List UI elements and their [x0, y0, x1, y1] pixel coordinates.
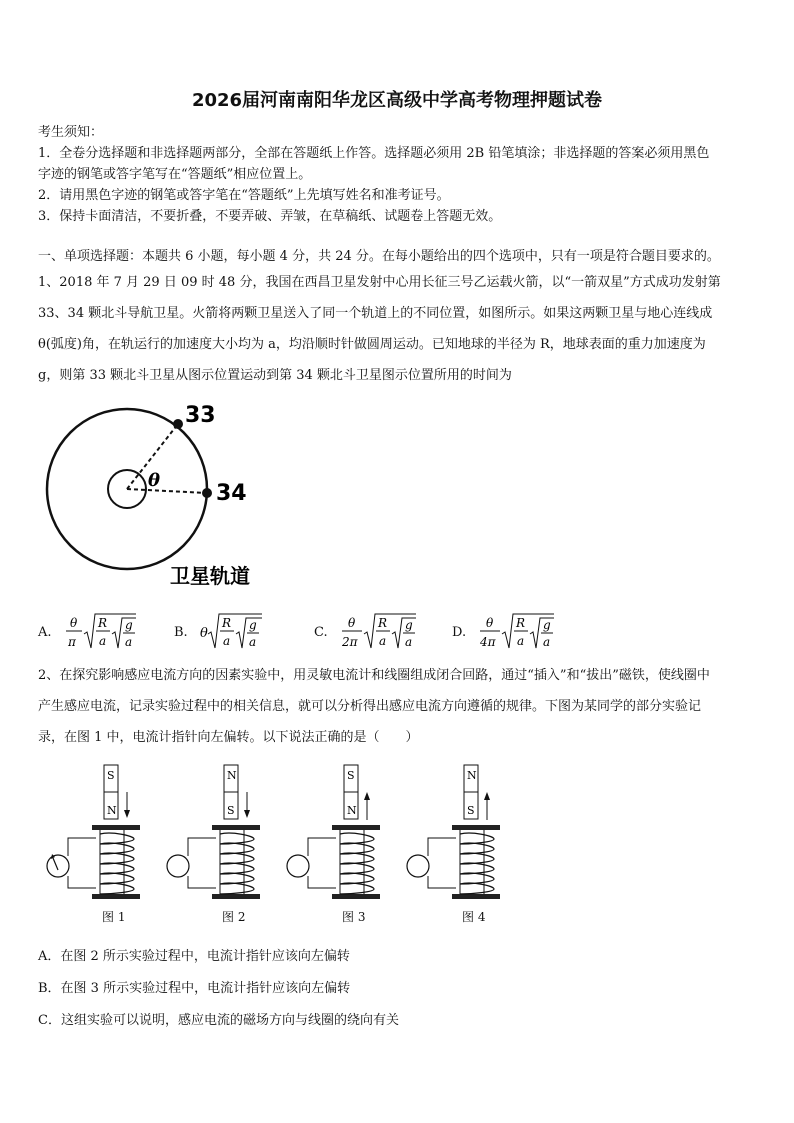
figure-caption: 图 2 [222, 910, 246, 924]
question-text: 录，在图 1 中，电流计指针向左偏转。以下说法正确的是（ ） [38, 730, 419, 745]
svg-text:π: π [68, 635, 76, 649]
magnet-bottom-pole: S [227, 804, 235, 817]
wire-top [308, 838, 336, 856]
magnet-bottom-pole: S [467, 804, 475, 817]
wire-top [428, 838, 456, 856]
option-letter: B. [174, 625, 188, 640]
formula-b [196, 612, 296, 652]
coil-bottom-flange [332, 894, 380, 899]
orbit-diagram [40, 392, 300, 592]
svg-text:g: g [543, 618, 551, 632]
question-text: 1、2018 年 7 月 29 日 09 时 48 分，我国在西昌卫星发射中心用长征三号乙运载火箭，以“一箭双星”方式成功发射第 [38, 275, 721, 290]
formula-c [338, 612, 448, 652]
svg-text:a: a [517, 634, 525, 648]
coil-figure-4 [398, 762, 510, 932]
coil-top-flange [212, 825, 260, 830]
svg-text:g: g [249, 618, 257, 632]
magnet-top-pole: S [107, 769, 115, 782]
option-d[interactable] [452, 612, 592, 652]
svg-text:g: g [405, 618, 413, 632]
wire-bottom [188, 876, 216, 888]
notice-line: 字迹的钢笔或答字笔写在“答题纸”相应位置上。 [38, 167, 312, 182]
label-theta: θ [148, 470, 161, 491]
svg-text:a: a [405, 635, 413, 649]
coil-diagram [398, 762, 510, 932]
coil-top-flange [92, 825, 140, 830]
svg-text:2π: 2π [342, 635, 358, 649]
svg-text:4π: 4π [480, 635, 496, 649]
svg-text:a: a [379, 634, 387, 648]
magnet-bottom-pole: N [347, 804, 357, 817]
motion-arrowhead [124, 810, 130, 818]
svg-text:a: a [125, 635, 133, 649]
coil-diagram [38, 762, 150, 932]
coil-top-flange [332, 825, 380, 830]
notice-line: 2．请用黑色字迹的钢笔或答字笔在“答题纸”上先填写姓名和准考证号。 [38, 188, 450, 203]
satellite-orbit-figure [40, 392, 300, 592]
label-34: 34 [216, 481, 247, 506]
svg-text:R: R [516, 616, 526, 630]
coil-figure-2 [158, 762, 270, 932]
wire-top [68, 838, 96, 856]
coil-figure-1 [38, 762, 150, 932]
motion-arrowhead [364, 792, 370, 800]
question-text: 2、在探究影响感应电流方向的因素实验中，用灵敏电流计和线圈组成闭合回路，通过“插入”和“拔出”磁铁，使线圈中 [38, 668, 710, 683]
svg-text:θ: θ [348, 616, 356, 630]
figure-caption: 图 3 [342, 910, 366, 924]
motion-arrowhead [244, 810, 250, 818]
svg-text:a: a [543, 635, 551, 649]
figure-caption: 卫星轨道 [170, 564, 250, 588]
option-c[interactable] [314, 612, 444, 652]
option-letter: C. [314, 625, 328, 640]
notice-line: 3．保持卡面清洁，不要折叠，不要弄破、弄皱，在草稿纸、试题卷上答题无效。 [38, 209, 502, 224]
svg-text:a: a [99, 634, 107, 648]
magnet-top-pole: N [227, 769, 237, 782]
svg-text:θ: θ [200, 626, 208, 641]
figure-caption: 图 1 [102, 910, 126, 924]
option-letter: A. [38, 625, 52, 640]
coil-figure-3 [278, 762, 390, 932]
svg-text:g: g [125, 618, 133, 632]
notice-line: 1．全卷分选择题和非选择题两部分，全部在答题纸上作答。选择题必须用 2B 铅笔填涂；非选择题的答案必须用黑色 [38, 146, 710, 161]
svg-text:R: R [98, 616, 108, 630]
motion-arrowhead [484, 792, 490, 800]
label-33: 33 [185, 403, 216, 428]
coil-top-flange [452, 825, 500, 830]
option-b[interactable]: B．在图 3 所示实验过程中，电流计指针应该向左偏转 [38, 981, 351, 996]
figure-caption: 图 4 [462, 910, 486, 924]
coil-bottom-flange [212, 894, 260, 899]
coil-winding [100, 833, 134, 894]
galvanometer [167, 855, 189, 877]
notice-heading: 考生须知： [38, 125, 104, 140]
formula-d [476, 612, 586, 652]
option-a[interactable]: A．在图 2 所示实验过程中，电流计指针应该向左偏转 [38, 949, 350, 964]
magnet-top-pole: N [467, 769, 477, 782]
page-title: 2026届河南南阳华龙区高级中学高考物理押题试卷 [191, 90, 603, 111]
magnet-top-pole: S [347, 769, 355, 782]
satellite-34-dot [202, 488, 212, 498]
option-b[interactable] [174, 612, 304, 652]
question-text: θ(弧度)角，在轨运行的加速度大小均为 a，均沿顺时针做圆周运动。已知地球的半径为 R，地球表面的重力加速度为 [38, 337, 706, 352]
magnet-bottom-pole: N [107, 804, 117, 817]
question-text: 33、34 颗北斗导航卫星。火箭将两颗卫星送入了同一个轨道上的不同位置，如图所示。如果这两颗卫星与地心连线成 [38, 306, 713, 321]
coil-bottom-flange [92, 894, 140, 899]
satellite-33-dot [173, 419, 183, 429]
option-letter: D. [452, 625, 467, 640]
galvanometer [47, 855, 69, 877]
svg-text:R: R [378, 616, 388, 630]
coil-winding [220, 833, 254, 894]
wire-bottom [308, 876, 336, 888]
coil-winding [340, 833, 374, 894]
coil-bottom-flange [452, 894, 500, 899]
radius-line-34 [127, 489, 207, 493]
option-a[interactable] [38, 612, 168, 652]
coil-diagram [278, 762, 390, 932]
option-c[interactable]: C．这组实验可以说明，感应电流的磁场方向与线圈的绕向有关 [38, 1013, 399, 1028]
coil-diagram [158, 762, 270, 932]
question-text: g，则第 33 颗北斗卫星从图示位置运动到第 34 颗北斗卫星图示位置所用的时间为 [38, 368, 512, 383]
svg-text:a: a [249, 635, 257, 649]
question-text: 产生感应电流，记录实验过程中的相关信息，就可以分析得出感应电流方向遵循的规律。下图为某同学的部分实验记 [38, 699, 702, 714]
svg-text:R: R [222, 616, 232, 630]
wire-bottom [428, 876, 456, 888]
section-heading: 一、单项选择题：本题共 6 小题，每小题 4 分，共 24 分。在每小题给出的四个选项中，只有一项是符合题目要求的。 [38, 249, 720, 264]
svg-text:a: a [223, 634, 231, 648]
formula-a [62, 612, 172, 652]
svg-text:θ: θ [486, 616, 494, 630]
wire-top [188, 838, 216, 856]
svg-text:θ: θ [70, 616, 78, 630]
coil-winding [460, 833, 494, 894]
wire-bottom [68, 876, 96, 888]
galvanometer [407, 855, 429, 877]
galvanometer [287, 855, 309, 877]
